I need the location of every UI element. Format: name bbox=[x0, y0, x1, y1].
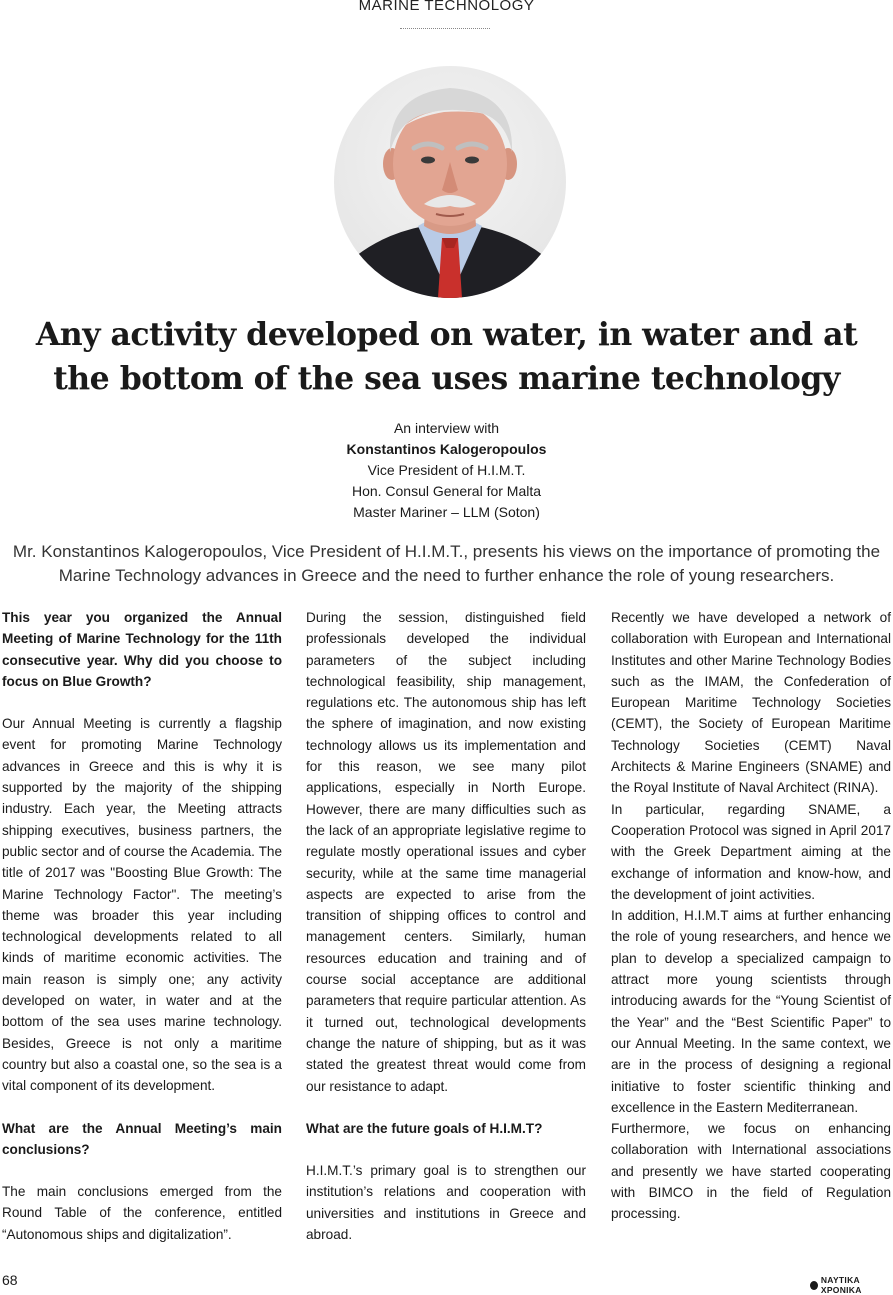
section-label: MARINE TECHNOLOGY bbox=[358, 0, 535, 14]
text-column-1 bbox=[2, 607, 282, 1245]
interviewee-name: Konstantinos Kalogeropoulos bbox=[346, 441, 547, 457]
text-column-2 bbox=[306, 607, 586, 1245]
publication-brand bbox=[810, 1275, 893, 1295]
page-number: 68 bbox=[2, 1272, 18, 1288]
section-divider bbox=[400, 28, 490, 29]
brand-logo-icon bbox=[810, 1281, 818, 1290]
interview-answer: In addition, H.I.M.T aims at further enhancing the role of young researchers, and hence we plan to develop a specialized campaign to attract more young scientists through introducing awards for the “Young Scientist of the Year” and the “Best Scientific Paper” to our Annual Meeting. In the same context, we are in the process of designing a regional initiative to foster scientific thinking and excellence in the Eastern Mediterranean. bbox=[611, 908, 891, 1115]
interview-answer: During the session, distinguished field professionals developed the individual parameters of the subject including technological feasibility, ship management, regulations etc. The autonomous ship has left the sphere of imagination, and now existing technology allows us its implementation and for this reason, we see many pilot applications, especially in North Europe. However, there are many difficulties such as the lack of an appropriate legislative regime to regulate mostly operational issues and cyber security, while at the same time managerial aspects are expected to arise from the transition of shipping offices to control and management centers. Similarly, human resources education and training and of course social acceptance are additional parameters that require particular attention. As it turned out, technological developments change the nature of shipping, but as it was stated the greatest threat would come from our resistance to adapt. bbox=[306, 610, 586, 1094]
interview-answer: H.I.M.T.’s primary goal is to strengthen our institution’s relations and cooperation with universities and institutions in Greece and abroad. bbox=[306, 1163, 586, 1243]
interviewee-role: Master Mariner – LLM (Soton) bbox=[353, 504, 540, 520]
interview-question: What are the future goals of H.I.M.T? bbox=[306, 1120, 543, 1136]
interview-question: This year you organized the Annual Meeting of Marine Technology for the 11th consecutive year. Why did you choose to focus on Blue Growth? bbox=[2, 610, 282, 689]
interview-answer: Furthermore, we focus on enhancing collaboration with International associations and presently we have started cooperating with BIMCO in the field of Regulation processing. bbox=[611, 1121, 891, 1222]
byline bbox=[0, 418, 893, 523]
interview-answer: The main conclusions emerged from the Round Table of the conference, entitled “Autonomous ships and digitalization”. bbox=[2, 1184, 282, 1242]
text-column-3 bbox=[611, 607, 891, 1225]
byline-intro: An interview with bbox=[393, 420, 500, 436]
interview-answer: Recently we have developed a network of collaboration with European and International Institutes and other Marine Technology Bodies such as the IMAM, the Confederation of European Maritime Technology Societies (CEMT), the Society of European Maritime Technology Societies (CEMT) Naval Architects & Marine Engineers (SNAME) and the Royal Institute of Naval Architect (RINA). bbox=[611, 610, 891, 796]
article-headline: Any activity developed on water, in water and at the bottom of the sea uses marine technology bbox=[35, 316, 858, 397]
brand-name: ΝΑΥΤΙΚΑ ΧΡΟΝΙΚΑ bbox=[820, 1275, 862, 1295]
interviewee-role: Hon. Consul General for Malta bbox=[351, 483, 542, 499]
article-lead: Mr. Konstantinos Kalogeropoulos, Vice President of H.I.M.T., presents his views on the importance of promoting the Marine Technology advances in Greece and the need to further enhance the role of young researchers. bbox=[12, 542, 881, 585]
interview-answer: Our Annual Meeting is currently a flagship event for promoting Marine Technology advances in Greece and this is why it is supported by the majority of the shipping industry. Each year, the Meeting attracts shipping executives, business partners, the public sector and of course the Academia. The title of 2017 was "Boosting Blue Growth: The Marine Technology Factor". The meeting’s theme was broader this year including technological developments related to all kinds of maritime economic activities. The main reason is simply one; any activity developed on water, in water and at the bottom of the sea uses marine technology. Besides, Greece is not only a maritime country but also a coastal one, so the sea is a vital component of its development. bbox=[2, 716, 282, 1094]
interview-answer: In particular, regarding SNAME, a Cooperation Protocol was signed in April 2017 with the Greek Department aiming at the exchange of information and know-how, and the development of joint activities. bbox=[611, 801, 891, 902]
portrait-photo bbox=[334, 66, 566, 298]
interviewee-role: Vice President of H.I.M.T. bbox=[367, 462, 526, 478]
interview-question: What are the Annual Meeting’s main conclusions? bbox=[2, 1120, 282, 1157]
